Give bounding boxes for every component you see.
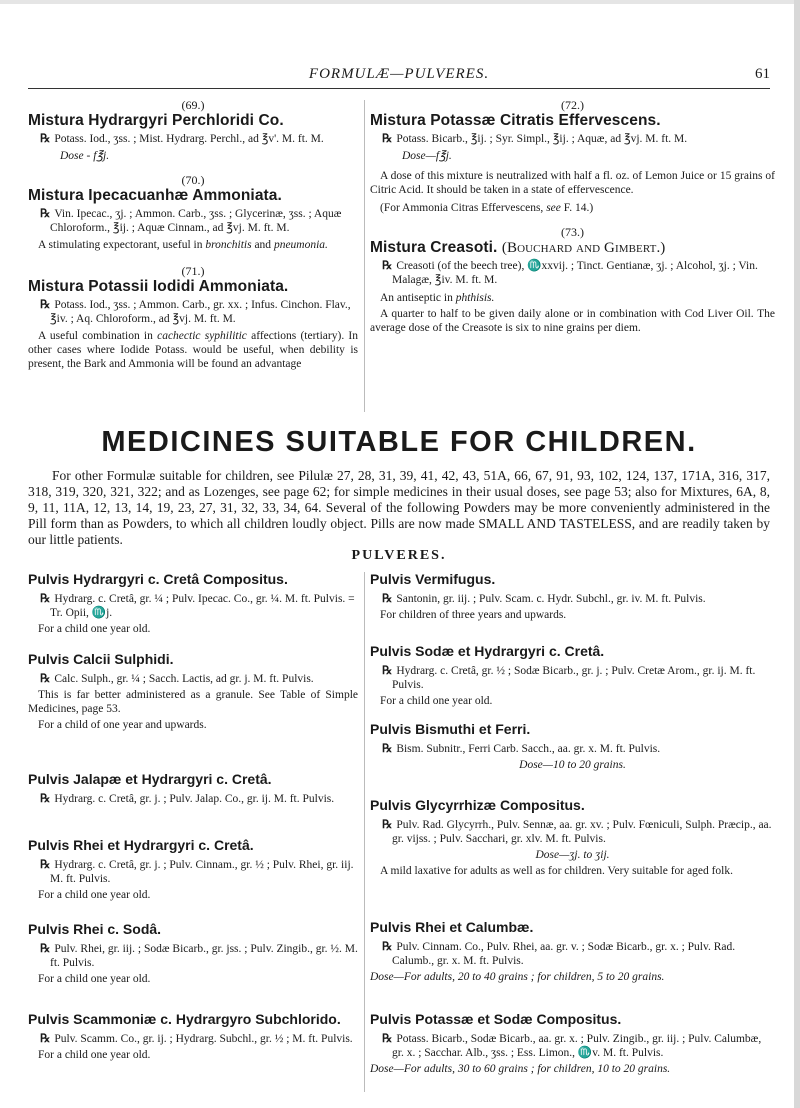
left-column-formulae (28, 98, 358, 373)
formula-number: (72.) (561, 98, 584, 112)
prescription (28, 207, 358, 235)
prescription-text: Vin. Ipecac., ʒj. ; Ammon. Carb., ʒss. ; Glycerinæ, ʒss. ; Aquæ Chloroform., ℥ij. ; Aquæ Cinnam., ad ℥vj. M. ft. M. (50, 208, 342, 234)
prescription (28, 942, 358, 970)
rx-icon: ℞ (40, 793, 51, 805)
prescription (370, 818, 775, 846)
prescription-text: Pulv. Rad. Glycyrrh., Pulv. Sennæ, aa. gr. xv. ; Pulv. Fœniculi, Sulph. Præcip., aa. gr. vijss. ; Pulv. Sacchari, gr. xlv. M. ft. Pulvis. (392, 819, 772, 845)
right-column-formulae (370, 98, 775, 337)
prescription-text: Hydrarg. c. Cretâ, gr. j. ; Pulv. Jalap. Co., gr. ij. M. ft. Pulvis. (54, 793, 335, 805)
rx-icon: ℞ (382, 819, 393, 831)
ref-italic: see (546, 202, 561, 214)
prescription-text: Hydrarg. c. Cretâ, gr. ¼ ; Pulv. Ipecac. Co., gr. ¼. M. ft. Pulvis. = Tr. Opii, ♏j. (50, 593, 355, 619)
powder-entry (28, 772, 358, 808)
prescription (370, 940, 775, 968)
prescription-text: Bism. Subnitr., Ferri Carb. Sacch., aa. gr. x. M. ft. Pulvis. (396, 743, 661, 755)
dose: Dose - f℥j. (60, 150, 110, 162)
prescription-text: Hydrarg. c. Cretâ, gr. ½ ; Sodæ Bicarb., gr. j. ; Pulv. Cretæ Arom., gr. ij. M. ft. Pulvis. (392, 665, 756, 691)
formula-title (370, 241, 775, 255)
prescription-text: Potass. Iod., ʒss. ; Ammon. Carb., gr. xx. ; Infus. Cinchon. Flav., ℥iv. ; Aq. Chloroform., ad ℥vj. M. ft. M. (50, 299, 351, 325)
page-number: 61 (755, 66, 770, 82)
cross-reference (370, 201, 775, 215)
rx-icon: ℞ (40, 943, 51, 955)
formula-note (370, 291, 775, 305)
running-title: FORMULÆ—PULVERES. (308, 66, 490, 82)
powder-title: Pulvis Bismuthi et Ferri. (370, 721, 531, 737)
formula-70 (28, 173, 358, 252)
prescription-text: Calc. Sulph., gr. ¼ ; Sacch. Lactis, ad gr. j. M. ft. Pulvis. (54, 673, 314, 685)
formula-number: (69.) (181, 98, 205, 112)
powder-entry (370, 1012, 775, 1078)
powder-note: A mild laxative for adults as well as for children. Very suitable for aged folk. (380, 865, 733, 877)
formula-title-author: (Bouchard and Gimbert.) (501, 240, 666, 256)
rx-icon: ℞ (382, 1033, 393, 1045)
formula-number: (71.) (181, 264, 205, 278)
prescription-text: Potass. Bicarb., Sodæ Bicarb., aa. gr. x. ; Pulv. Zingib., gr. iij. ; Pulv. Calumbæ, gr. x. ; Sacchar. Alb., ʒss. ; Ess. Limon., ♏v. M. ft. Pulvis. (392, 1033, 762, 1059)
note-italic: bronchitis (205, 239, 252, 251)
rx-icon: ℞ (40, 673, 51, 685)
powder-title: Pulvis Sodæ et Hydrargyri c. Cretâ. (370, 643, 605, 659)
powder-title: Pulvis Glycyrrhizæ Compositus. (370, 797, 585, 813)
prescription-text: Hydrarg. c. Cretâ, gr. j. ; Pulv. Cinnam., gr. ½ ; Pulv. Rhei, gr. iij. M. ft. Pulvis. (50, 859, 354, 885)
column-divider-bottom (364, 572, 365, 1092)
note-italic: pneumonia. (273, 239, 328, 251)
rx-icon: ℞ (40, 593, 51, 605)
prescription (370, 592, 775, 606)
formula-title: Mistura Potassii Iodidi Ammoniata. (28, 278, 289, 295)
powder-entry (28, 652, 358, 734)
dose: Dose—10 to 20 grains. (519, 759, 626, 771)
powder-title: Pulvis Vermifugus. (370, 571, 496, 587)
powder-entry (370, 722, 775, 774)
rx-icon: ℞ (382, 743, 393, 755)
prescription-text: Pulv. Rhei, gr. iij. ; Sodæ Bicarb., gr. jss. ; Pulv. Zingib., gr. ½. M. ft. Pulvis. (50, 943, 358, 969)
note-text: An antiseptic in (380, 292, 456, 304)
powder-entry (370, 572, 775, 624)
rx-icon: ℞ (40, 859, 51, 871)
prescription (370, 132, 775, 146)
powder-entry (28, 838, 358, 904)
rx-icon: ℞ (382, 593, 393, 605)
running-head (28, 66, 770, 89)
page-top-edge (0, 0, 800, 4)
powder-note: For a child one year old. (38, 1049, 151, 1061)
note-text: A stimulating expectorant, useful in (38, 239, 206, 251)
powder-entry (28, 922, 358, 988)
dose: Dose—ʒj. to ʒij. (535, 849, 610, 861)
powder-title: Pulvis Potassæ et Sodæ Compositus. (370, 1011, 622, 1027)
powder-note: For children of three years and upwards. (380, 609, 567, 621)
formula-note (28, 238, 358, 252)
rx-icon: ℞ (382, 260, 393, 272)
prescription-text: Santonin, gr. iij. ; Pulv. Scam. c. Hydr. Subchl., gr. iv. M. ft. Pulvis. (396, 593, 706, 605)
powder-dose-note: Dose—For adults, 30 to 60 grains ; for children, 10 to 20 grains. (370, 1063, 671, 1075)
formula-number: (73.) (561, 225, 584, 239)
powder-note: For a child of one year and upwards. (38, 719, 207, 731)
note-text: A useful combination in (38, 330, 158, 342)
rx-icon: ℞ (40, 133, 51, 145)
formula-title: Mistura Ipecacuanhæ Ammoniata. (28, 187, 282, 204)
powder-entry (370, 920, 775, 986)
formula-note: A dose of this mixture is neutralized with half a fl. oz. of Lemon Juice or 15 grains of Citric Acid. It should be taken in a state of effervescence. (370, 170, 775, 196)
powder-entry (370, 644, 775, 710)
prescription (28, 858, 358, 886)
formula-note: A quarter to half to be given daily alone or in combination with Cod Liver Oil. The average dose of the Creasote is six to nine grains per diem. (370, 308, 775, 334)
powder-note: This is far better administered as a granule. See Table of Simple Medicines, page 53. (28, 689, 358, 715)
prescription (28, 1032, 363, 1046)
prescription (28, 298, 358, 326)
powder-entry (370, 798, 775, 880)
prescription (370, 742, 775, 756)
prescription (28, 672, 358, 686)
dose: Dose—f℥j. (402, 150, 452, 162)
powder-note: For a child one year old. (38, 623, 151, 635)
rx-icon: ℞ (40, 208, 51, 220)
powder-entry (28, 1012, 363, 1064)
rx-icon: ℞ (382, 941, 393, 953)
page-binding-edge (794, 0, 800, 1108)
rx-icon: ℞ (382, 665, 393, 677)
ref-text: F. 14.) (560, 202, 594, 214)
ref-text: (For Ammonia Citras Effervescens, (380, 202, 547, 214)
formula-title: Mistura Potassæ Citratis Effervescens. (370, 112, 661, 129)
powder-note: For a child one year old. (38, 889, 151, 901)
powder-title: Pulvis Rhei c. Sodâ. (28, 921, 162, 937)
note-italic: cachectic syphilitic (157, 330, 247, 342)
prescription (370, 1032, 775, 1060)
powder-entry (28, 572, 358, 638)
note-text: and (251, 239, 274, 251)
powder-title: Pulvis Hydrargyri c. Cretâ Compositus. (28, 571, 288, 587)
powder-note: For a child one year old. (380, 695, 493, 707)
powder-title: Pulvis Rhei et Hydrargyri c. Cretâ. (28, 837, 254, 853)
formula-number: (70.) (181, 173, 205, 187)
formula-69 (28, 98, 358, 163)
powder-title: Pulvis Rhei et Calumbæ. (370, 919, 534, 935)
note-italic: phthisis. (455, 292, 495, 304)
prescription (28, 792, 358, 806)
formula-71 (28, 264, 358, 371)
prescription-text: Potass. Iod., ʒss. ; Mist. Hydrarg. Perchl., ad ℥v'. M. ft. M. (54, 133, 324, 145)
formula-title-main: Mistura Creasoti. (370, 239, 498, 256)
formula-72 (370, 98, 775, 215)
prescription-text: Pulv. Scamm. Co., gr. ij. ; Hydrarg. Subchl., gr. ½ ; M. ft. Pulvis. (54, 1033, 353, 1045)
rx-icon: ℞ (40, 1033, 51, 1045)
prescription (370, 664, 775, 692)
column-divider-top (364, 100, 365, 412)
rx-icon: ℞ (40, 299, 51, 311)
rx-icon: ℞ (382, 133, 393, 145)
formula-73 (370, 225, 775, 335)
powder-note: For a child one year old. (38, 973, 151, 985)
prescription-text: Pulv. Cinnam. Co., Pulv. Rhei, aa. gr. v. ; Sodæ Bicarb., gr. x. ; Pulv. Rad. Calumb., gr. x. M. ft. Pulvis. (392, 941, 736, 967)
powder-title: Pulvis Jalapæ et Hydrargyri c. Cretâ. (28, 771, 272, 787)
prescription (28, 132, 358, 146)
prescription-text: Creasoti (of the beech tree), ♏xxvij. ; Tinct. Gentianæ, ʒj. ; Alcohol, ʒj. ; Vin. Malagæ, ℥iv. M. ft. M. (392, 260, 758, 286)
note-text: affections (tertiary). In other cases where Iodide Potass. would be useful, when debility is present, the Bark and Ammonia will be found an advantage (28, 330, 358, 370)
powder-dose-note: Dose—For adults, 20 to 40 grains ; for children, 5 to 20 grains. (370, 971, 665, 983)
section-intro: For other Formulæ suitable for children, see Pilulæ 27, 28, 31, 39, 41, 42, 43, 51A, 66, 67, 91, 93, 102, 124, 137, 171A, 316, 317, 318, 319, 320, 321, 322; and as Lozenges, see page 62; for simple medicines in their usual doses, see page 53; also for Mixtures, 6A, 8, 9, 11, 11A, 12, 13, 14, 19, 23, 27, 31, 32, 33, 34, 64. Several of the following Powders may be more conveniently administered in the Pill form than as Powders, to which all children loudly object. Pills are now made SMALL AND TASTELESS, and are readily taken by our little patients. (28, 468, 770, 547)
prescription-text: Potass. Bicarb., ℥ij. ; Syr. Simpl., ℥ij. ; Aquæ, ad ℥vj. M. ft. M. (396, 133, 688, 145)
prescription (28, 592, 358, 620)
prescription (370, 259, 775, 287)
formula-note (28, 329, 358, 371)
pulveres-subheading: PULVERES. (351, 548, 447, 563)
formula-title: Mistura Hydrargyri Perchloridi Co. (28, 112, 284, 129)
powder-title: Pulvis Calcii Sulphidi. (28, 651, 174, 667)
section-heading: MEDICINES SUITABLE FOR CHILDREN. (101, 426, 697, 458)
powder-title: Pulvis Scammoniæ c. Hydrargyro Subchlorido. (28, 1011, 341, 1027)
